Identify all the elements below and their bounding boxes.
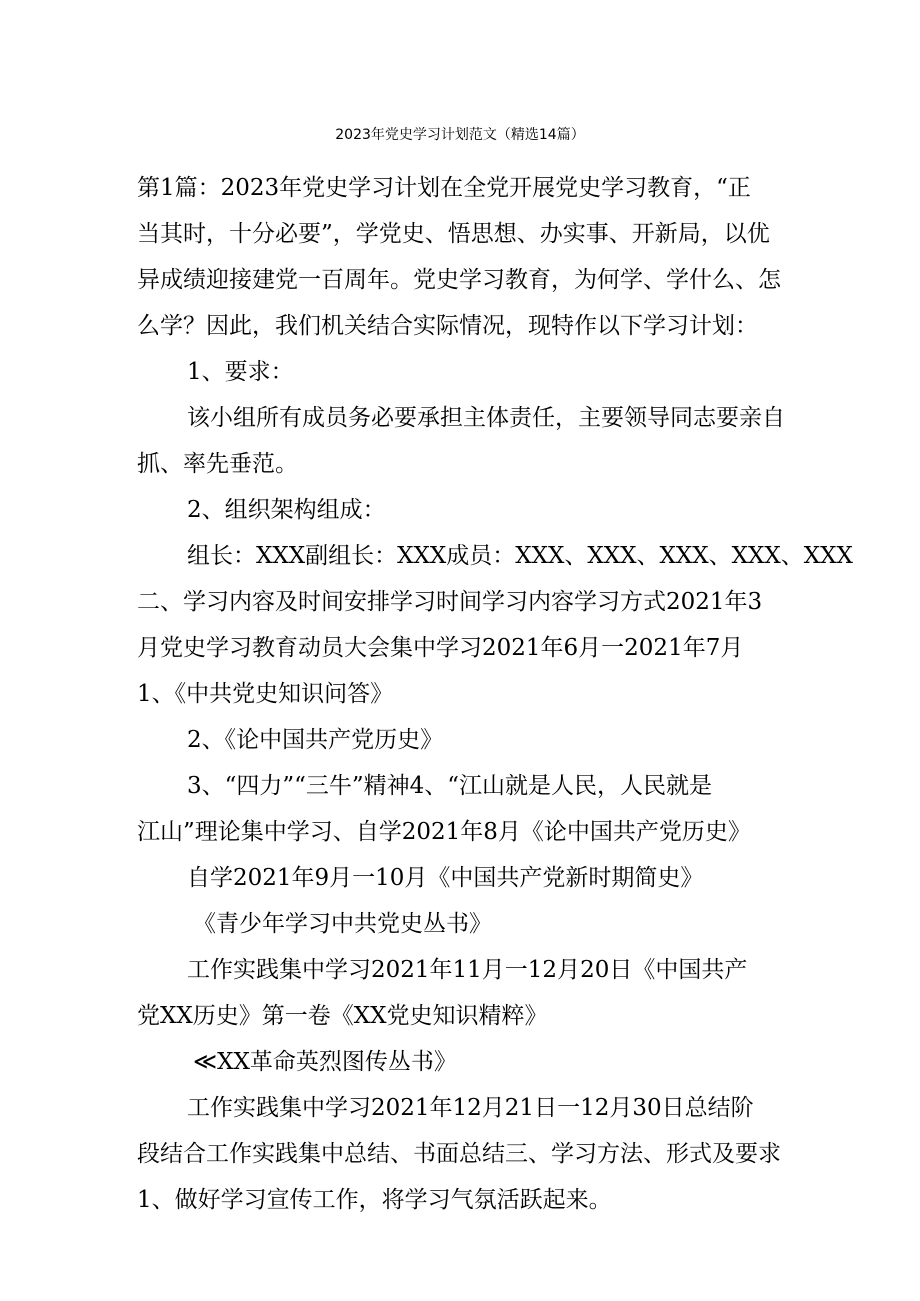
paragraph-line: 1、《中共党史知识问答》 (137, 681, 394, 707)
paragraph-line: 段结合工作实践集中总结、书面总结三、学习方法、形式及要求 (137, 1141, 781, 1167)
paragraph-line: 抓、率先垂范。 (137, 451, 298, 477)
paragraph-line: 么学？因此，我们机关结合实际情况，现特作以下学习计划： (137, 313, 758, 339)
paragraph-line: 党XX历史》第一卷《XX党史知识精粹》 (137, 1003, 548, 1029)
paragraph-line: 1、做好学习宣传工作，将学习气氛活跃起来。 (137, 1187, 612, 1213)
paragraph-line: 二、学习内容及时间安排学习时间学习内容学习方式2021年3 (137, 589, 763, 615)
paragraph-line: ≪XX革命英烈图传丛书》 (193, 1049, 457, 1075)
paragraph-line: 组长：XXX副组长：XXX成员：XXX、XXX、XXX、XXX、XXX (187, 543, 853, 569)
paragraph-line: 2、组织架构组成： (187, 497, 386, 523)
paragraph-line: 3、“四力”“三牛”精神4、“江山就是人民，人民就是 (187, 773, 713, 799)
paragraph-line: 第1篇：2023年党史学习计划在全党开展党史学习教育，“正 (137, 175, 751, 201)
paragraph-line: 工作实践集中学习2021年11月一12月20日《中国共产 (187, 957, 748, 983)
paragraph-line: 自学2021年9月一10月《中国共产党新时期简史》 (187, 865, 704, 891)
paragraph-line: 异成绩迎接建党一百周年。党史学习教育，为何学、学什么、怎 (137, 267, 781, 293)
paragraph-line: 该小组所有成员务必要承担主体责任，主要领导同志要亲自 (187, 405, 785, 431)
paragraph-line: 《青少年学习中共党史丛书》 (193, 911, 492, 937)
paragraph-line: 2、《论中国共产党历史》 (187, 727, 444, 753)
document-title: 2023年党史学习计划范文（精选14篇） (335, 127, 585, 143)
paragraph-line: 当其时，十分必要”，学党史、悟思想、办实事、开新局，以优 (137, 221, 770, 247)
paragraph-line: 工作实践集中学习2021年12月21日一12月30日总结阶 (187, 1095, 754, 1121)
paragraph-line: 江山”理论集中学习、自学2021年8月《论中国共产党历史》 (137, 819, 751, 845)
paragraph-line: 月党史学习教育动员大会集中学习2021年6月一2021年7月 (137, 635, 744, 661)
paragraph-line: 1、要求： (187, 359, 294, 385)
